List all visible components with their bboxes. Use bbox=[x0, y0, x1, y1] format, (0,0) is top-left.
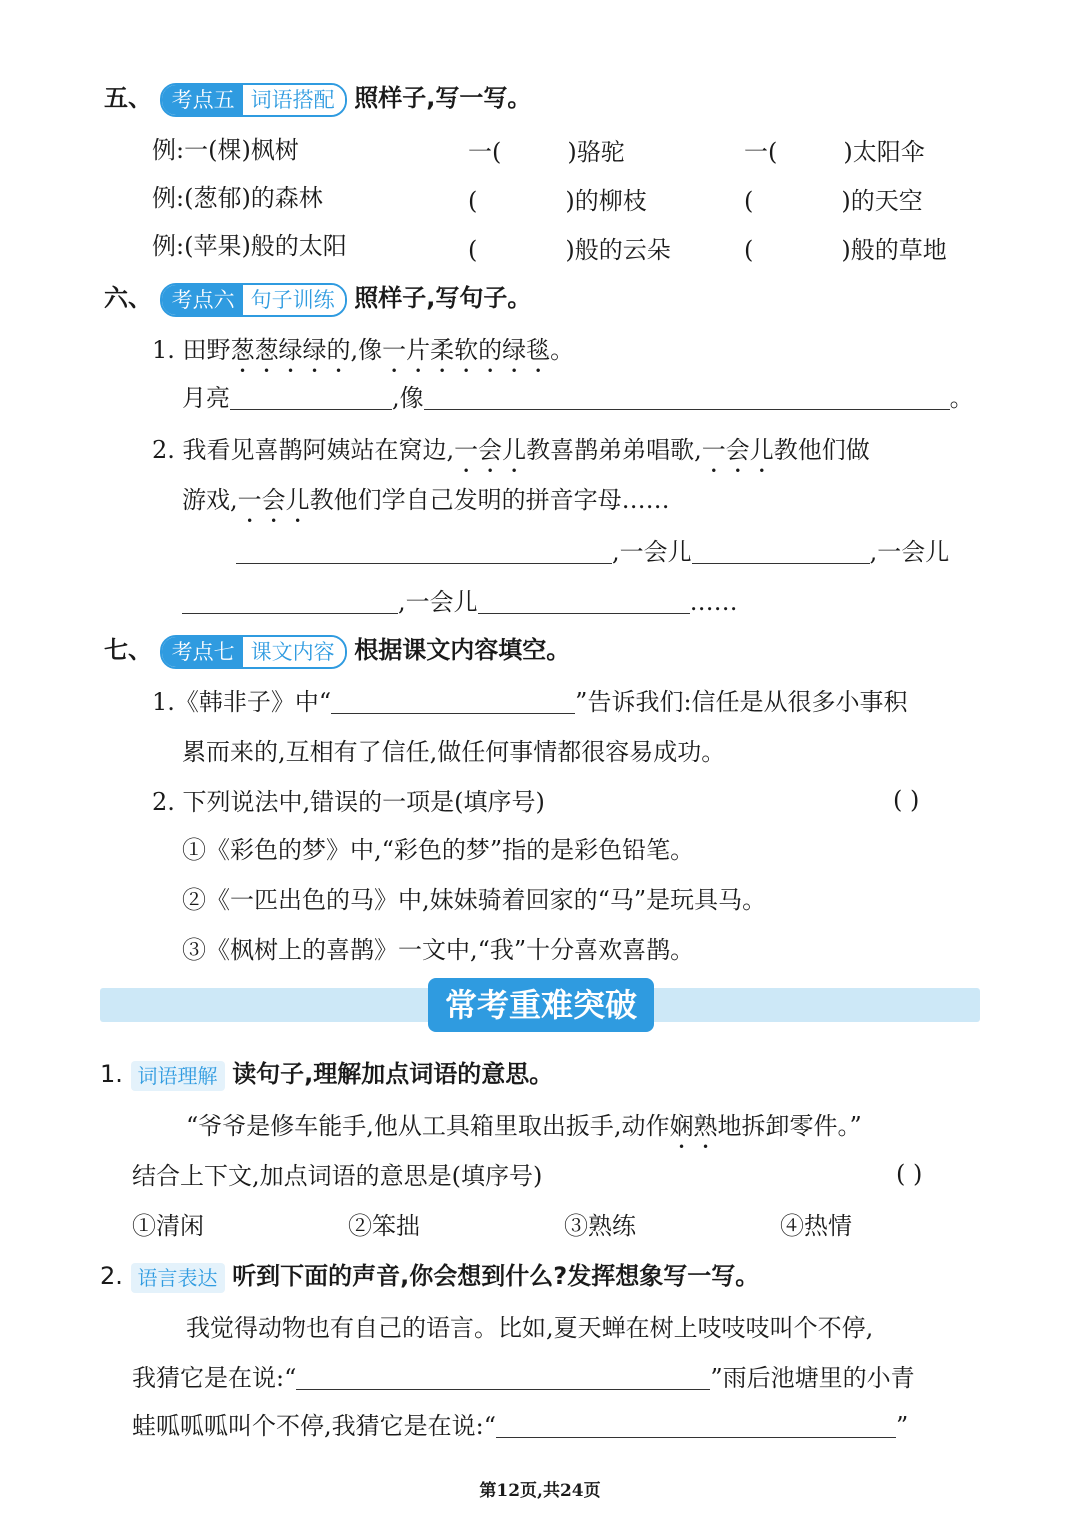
blank-item: 一( )骆驼 bbox=[468, 138, 625, 166]
answer-blank bbox=[478, 587, 690, 614]
example-3: 例:(苹果)般的太阳 bbox=[152, 232, 347, 260]
practice-1-question: 结合上下文,加点词语的意思是(填序号) bbox=[132, 1162, 543, 1190]
answer-blank bbox=[236, 537, 612, 564]
fill-line-6-2a[interactable]: ,一会儿 ,一会儿 bbox=[236, 532, 949, 567]
practice-2-heading bbox=[100, 1256, 759, 1293]
page-number: 第12页,共24页 bbox=[479, 1481, 601, 1501]
answer-blank bbox=[296, 1363, 710, 1390]
skill-tag: 词语理解 bbox=[131, 1061, 225, 1091]
topic-badge: 考点六 句子训练 bbox=[160, 283, 347, 317]
fill-line-6-2b[interactable]: ,一会儿 …… bbox=[182, 582, 738, 617]
section-number: 五、 bbox=[104, 84, 152, 112]
answer-blank bbox=[692, 537, 870, 564]
answer-parentheses[interactable]: ( ) bbox=[893, 786, 920, 814]
question-7-1-cont: 累而来的,互相有了信任,做任何事情都很容易成功。 bbox=[182, 738, 726, 766]
answer-blank bbox=[424, 383, 950, 410]
passage-line-2[interactable]: 我猜它是在说:“ ”雨后池塘里的小青 bbox=[132, 1364, 915, 1392]
question-6-2-line2: 游戏,一会儿教他们学自己发明的拼音字母…… bbox=[182, 486, 670, 514]
instruction: 读句子,理解加点词语的意思。 bbox=[232, 1060, 554, 1088]
option-2: ②笨拙 bbox=[348, 1212, 420, 1240]
answer-parentheses[interactable]: ( ) bbox=[896, 1160, 923, 1188]
topic-badge: 考点五 词语搭配 bbox=[160, 83, 347, 117]
option-3: ③《枫树上的喜鹊》一文中,“我”十分喜欢喜鹊。 bbox=[182, 936, 695, 964]
answer-blank bbox=[182, 587, 398, 614]
option-1: ①清闲 bbox=[132, 1212, 204, 1240]
answer-blank bbox=[496, 1411, 896, 1438]
passage-line-1: 我觉得动物也有自己的语言。比如,夏天蝉在树上吱吱吱叫个不停, bbox=[186, 1314, 874, 1342]
blank-item: ( )的天空 bbox=[744, 187, 923, 215]
instruction: 听到下面的声音,你会想到什么?发挥想象写一写。 bbox=[232, 1262, 760, 1290]
section-6-heading bbox=[104, 278, 531, 317]
example-1: 例:一(棵)枫树 bbox=[152, 136, 299, 164]
answer-blank bbox=[331, 687, 575, 714]
quote-sentence: “爷爷是修车能手,他从工具箱里取出扳手,动作娴熟地拆卸零件。” bbox=[186, 1112, 862, 1140]
blank-item: 一( )太阳伞 bbox=[744, 138, 925, 166]
question-6-1: 1. 田野葱葱绿绿的,像一片柔软的绿毯。 bbox=[152, 336, 575, 364]
topic-badge: 考点七 课文内容 bbox=[160, 635, 347, 669]
question-number: 1. bbox=[100, 1060, 123, 1088]
option-1: ①《彩色的梦》中,“彩色的梦”指的是彩色铅笔。 bbox=[182, 836, 695, 864]
banner-title: 常考重难突破 bbox=[428, 978, 654, 1032]
question-7-2: 2. 下列说法中,错误的一项是(填序号) bbox=[152, 788, 545, 816]
option-4: ④热情 bbox=[780, 1212, 852, 1240]
instruction: 照样子,写句子。 bbox=[354, 284, 532, 312]
instruction: 照样子,写一写。 bbox=[354, 84, 532, 112]
passage-line-3[interactable]: 蛙呱呱呱叫个不停,我猜它是在说:“ ” bbox=[132, 1412, 909, 1440]
instruction: 根据课文内容填空。 bbox=[354, 636, 571, 664]
answer-blank bbox=[230, 383, 392, 410]
fill-line-6-1[interactable]: 月亮 ,像 。 bbox=[182, 384, 974, 412]
question-number: 2. bbox=[100, 1262, 123, 1290]
section-number: 七、 bbox=[104, 636, 152, 664]
section-5-heading bbox=[104, 78, 531, 117]
option-2: ②《一匹出色的马》中,妹妹骑着回家的“马”是玩具马。 bbox=[182, 886, 767, 914]
section-7-heading bbox=[104, 630, 570, 669]
blank-item: ( )的柳枝 bbox=[468, 187, 647, 215]
option-3: ③熟练 bbox=[564, 1212, 636, 1240]
skill-tag: 语言表达 bbox=[131, 1263, 225, 1293]
example-2: 例:(葱郁)的森林 bbox=[152, 184, 323, 212]
blank-item: ( )般的云朵 bbox=[468, 236, 671, 264]
section-number: 六、 bbox=[104, 284, 152, 312]
question-7-1[interactable]: 1.《韩非子》中“ ”告诉我们:信任是从很多小事积 bbox=[152, 688, 908, 716]
question-6-2-line1: 2. 我看见喜鹊阿姨站在窝边,一会儿教喜鹊弟弟唱歌,一会儿教他们做 bbox=[152, 436, 870, 464]
blank-item: ( )般的草地 bbox=[744, 236, 947, 264]
practice-1-heading bbox=[100, 1054, 553, 1091]
